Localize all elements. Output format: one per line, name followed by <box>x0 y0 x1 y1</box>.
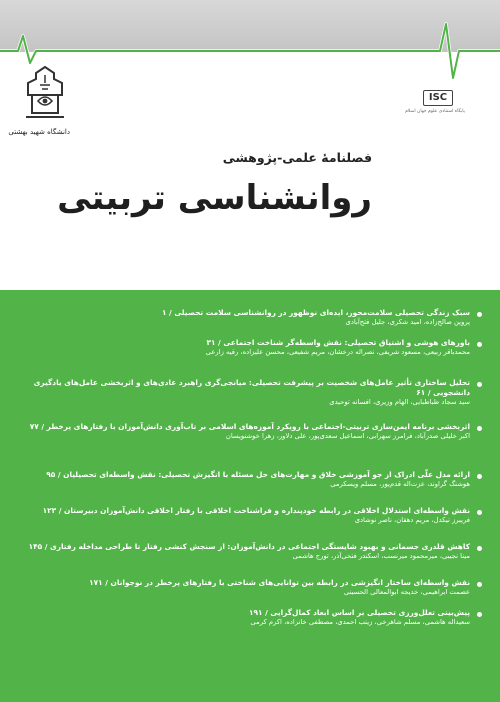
bullet-icon <box>477 342 482 347</box>
journal-title: روانشناسی تربیتی <box>57 178 372 218</box>
article-title: پیش‌بینی تعلل‌ورزی تحصیلی بر اساس ابعاد کمال‌گرایی / ۱۹۱ <box>248 608 470 617</box>
bullet-icon <box>477 510 482 515</box>
article-item <box>20 578 482 597</box>
article-authors: اکبر خلیلی صدرآباد، فرامرز سهرابی، اسماعیل سعدی‌پور، علی دلاور، زهرا خوشنویسان <box>225 432 470 440</box>
isc-badge: ISC <box>423 90 453 106</box>
article-title: نقش واسطه‌ای ساختار انگیزشی در رابطه بین توانایی‌های شناختی با رفتارهای پرخطر در نوجوانان / ۱۷۱ <box>89 578 470 587</box>
heartbeat-line-icon <box>0 0 500 90</box>
article-title: سبک زندگی تحصیلی سلامت‌محور، ایده‌ای نوظهور در روانشناسی سلامت تحصیلی / ۱ <box>161 308 470 317</box>
article-authors: هوشنگ گراوند، عزت‌اله قدم‌پور، مسلم ویسکرمی <box>330 480 470 488</box>
article-title: ارائه مدل علّی ادراک از جو آموزشی خلاق و مهارت‌های حل مسئله با انگیزش تحصیلی: نقش واسطه‌ای تحصیلیان / ۹۵ <box>46 470 470 479</box>
article-authors: پروین صالح‌زاده، امید شکری، جلیل فتح‌آبادی <box>345 318 470 326</box>
bullet-icon <box>477 546 482 551</box>
article-authors: فریبرز نیکدل، مریم دهقان، ناصر نوشادی <box>354 516 470 524</box>
article-title: اثربخشی برنامه ایمن‌سازی تربیتی-اجتماعی با رویکرد آموزه‌های اسلامی بر تاب‌آوری دانش‌آموزان با رفتارهای پرخطر / ۷۷ <box>29 422 470 431</box>
logo-caption: دانشگاه شهید بهشتی <box>8 128 70 136</box>
bullet-icon <box>477 612 482 617</box>
university-logo <box>8 65 70 155</box>
bullet-icon <box>477 312 482 317</box>
article-item <box>20 608 482 627</box>
bullet-icon <box>477 426 482 431</box>
journal-type: فصلنامۀ علمی-پژوهشی <box>222 150 372 165</box>
article-item <box>20 542 482 561</box>
university-emblem-icon <box>20 65 70 125</box>
article-authors: سید سجاد طباطبایی، الهام وزیری، افسانه توحیدی <box>329 398 470 406</box>
article-item <box>20 338 482 357</box>
article-title: باورهای هوشی و اشتیاق تحصیلی: نقش واسطه‌گر شناخت اجتماعی / ۳۱ <box>206 338 470 347</box>
article-item <box>20 470 482 489</box>
article-item <box>20 308 482 327</box>
bullet-icon <box>477 474 482 479</box>
article-authors: عصمت ابراهیمی، خدیجه ابوالمعالی الحسینی <box>343 588 470 596</box>
table-of-contents <box>0 290 500 702</box>
article-authors: مینا نجیبی، میرمحمود میرنسب، اسکندر فتحی‌آذر، تورج هاشمی <box>292 552 470 560</box>
article-item <box>20 506 482 525</box>
article-title: نقش واسطه‌ای استدلال اخلاقی در رابطه خودپنداره و فراشناخت اخلاقی با رفتار اخلاقی دانش‌آموزان دبیرستان / ۱۲۳ <box>42 506 470 515</box>
article-item <box>20 378 482 407</box>
article-authors: سعیداله هاشمی، مسلم شاهرخی، زینب احمدی، مصطفی خانزاده، اکرم کرمی <box>250 618 470 626</box>
article-authors: محمدباقر ربیعی، مسعود شریفی، نصراله درخشان، مریم شفیعی، محسن علیزاده، رقیه زارعی <box>205 348 470 356</box>
article-item <box>20 422 482 441</box>
bullet-icon <box>477 382 482 387</box>
isc-caption: پایگاه استنادی علوم جهان اسلام <box>405 109 465 114</box>
article-title: تحلیل ساختاری تأثیر عامل‌های شخصیت بر پیشرفت تحصیلی: میانجی‌گری راهبرد عادی‌های و اثربخشی عامل‌های یادگیری دانشجویی / ۶۱ <box>33 378 470 397</box>
article-title: کاهش قلدری جسمانی و بهبود شایستگی اجتماعی در دانش‌آموزان: از سنجش کنشی رفتار تا طراحی مداخله رفتاری / ۱۴۵ <box>28 542 470 551</box>
bullet-icon <box>477 582 482 587</box>
